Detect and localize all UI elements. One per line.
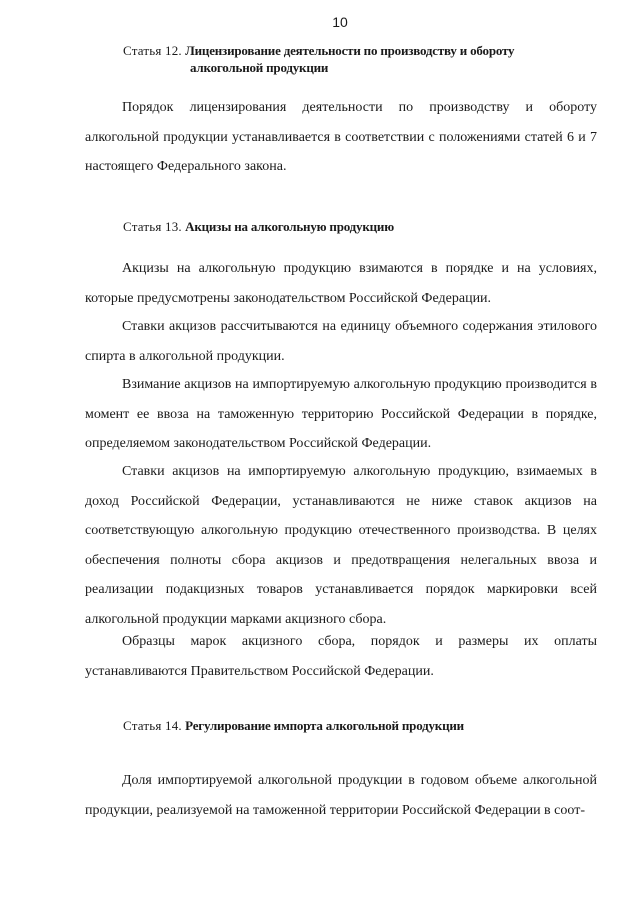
article-13-paragraph-4: Ставки акцизов на импортируемую алкогольную продукцию, взимаемых в доход Российской Федерации, устанавливаются не ниже ставок акцизов на соответствующую алкогольную продукцию отечественного производства. В целях обеспечения полноты сбора акцизов и предотвращения нелегальных ввоза и реализации подакцизных товаров устанавливается порядок маркировки всей алкогольной продукции марками акцизного сбора. xyxy=(85,464,597,627)
article-13-label: Статья 13. xyxy=(123,219,182,234)
article-12-heading xyxy=(123,42,514,76)
article-12-label: Статья 12. xyxy=(123,43,182,58)
article-13-title: Акцизы на алкогольную продукцию xyxy=(185,219,394,234)
article-13-heading xyxy=(123,218,394,235)
page-number: 10 xyxy=(332,14,348,30)
article-14-paragraph-1: Доля импортируемой алкогольной продукции в годовом объеме алкогольной продукции, реализуемой на таможенной территории Российской Федерации в соот- xyxy=(85,773,597,818)
article-12-title-line2: алкогольной продукции xyxy=(190,60,329,75)
article-13-paragraph-2: Ставки акцизов рассчитываются на единицу объемного содержания этилового спирта в алкогольной продукции. xyxy=(85,319,597,364)
article-14-title: Регулирование импорта алкогольной продукции xyxy=(185,718,464,733)
article-13-paragraph-3: Взимание акцизов на импортируемую алкогольную продукцию производится в момент ее ввоза на таможенную территорию Российской Федерации в порядке, определяемом законодательством Российской Федерации. xyxy=(85,377,597,451)
article-14-label: Статья 14. xyxy=(123,718,182,733)
article-14-heading xyxy=(123,717,464,734)
article-12-title-line1: Лицензирование деятельности по производству и обороту xyxy=(185,43,515,58)
article-13-paragraph-5: Образцы марок акцизного сбора, порядок и размеры их оплаты устанавливаются Правительством Российской Федерации. xyxy=(85,634,597,679)
article-13-paragraph-1: Акцизы на алкогольную продукцию взимаются в порядке и на условиях, которые предусмотрены законодательством Российской Федерации. xyxy=(85,261,597,306)
article-12-paragraph-1: Порядок лицензирования деятельности по производству и обороту алкогольной продукции устанавливается в соответствии с положениями статей 6 и 7 настоящего Федерального закона. xyxy=(85,100,597,174)
